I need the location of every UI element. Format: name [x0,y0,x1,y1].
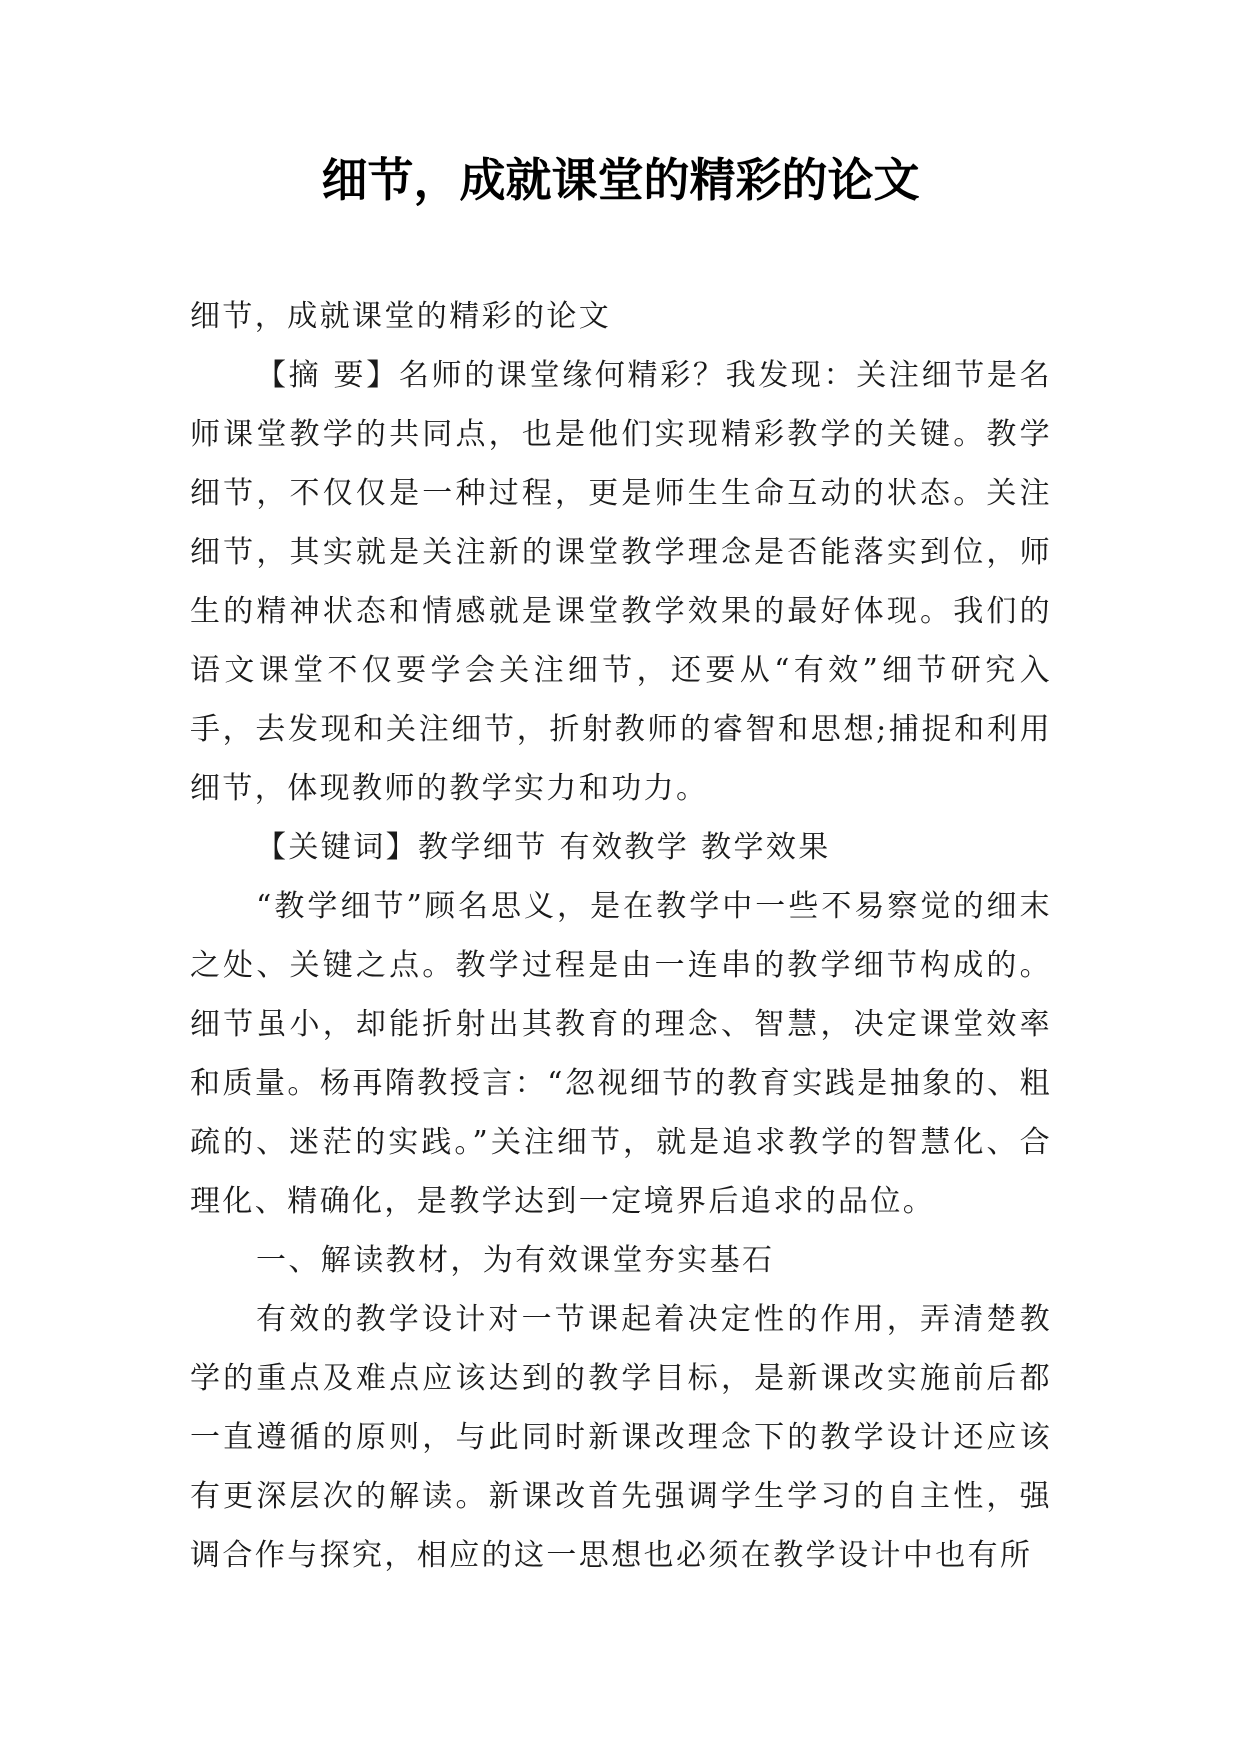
section-heading: 一、解读教材，为有效课堂夯实基石 [256,1243,775,1278]
section-paragraph: 有效的教学设计对一节课起着决定性的作用，弄清楚教学的重点及难点应该达到的教学目标，是新课改实施前后都一直遵循的原则，与此同时新课改理念下的教学设计还应该有更深层次的解读。新课改首先强调学生学习的自主性，强调合作与探究，相应的这一思想也必须在教学设计中也有所 [190,1302,1052,1573]
page-title: 细节，成就课堂的精彩的论文 [321,153,920,207]
document-body [190,287,1052,1585]
intro-paragraph: “教学细节”顾名思义，是在教学中一些不易察觉的细末之处、关键之点。教学过程是由一连串的教学细节构成的。细节虽小，却能折射出其教育的理念、智慧，决定课堂效率和质量。杨再隋教授言：“忽视细节的教育实践是抽象的、粗疏的、迷茫的实践。”关注细节，就是追求教学的智慧化、合理化、精确化，是教学达到一定境界后追求的品位。 [190,889,1052,1219]
abstract-paragraph: 【摘 要】名师的课堂缘何精彩？我发现：关注细节是名师课堂教学的共同点，也是他们实现精彩教学的关键。教学细节，不仅仅是一种过程，更是师生生命互动的状态。关注细节，其实就是关注新的课堂教学理念是否能落实到位，师生的精神状态和情感就是课堂教学效果的最好体现。我们的语文课堂不仅要学会关注细节，还要从“有效”细节研究入手，去发现和关注细节，折射教师的睿智和思想;捕捉和利用细节，体现教师的教学实力和功力。 [190,358,1052,806]
keywords-paragraph: 【关键词】教学细节 有效教学 教学效果 [256,830,831,865]
doc-heading-line: 细节，成就课堂的精彩的论文 [190,299,612,334]
